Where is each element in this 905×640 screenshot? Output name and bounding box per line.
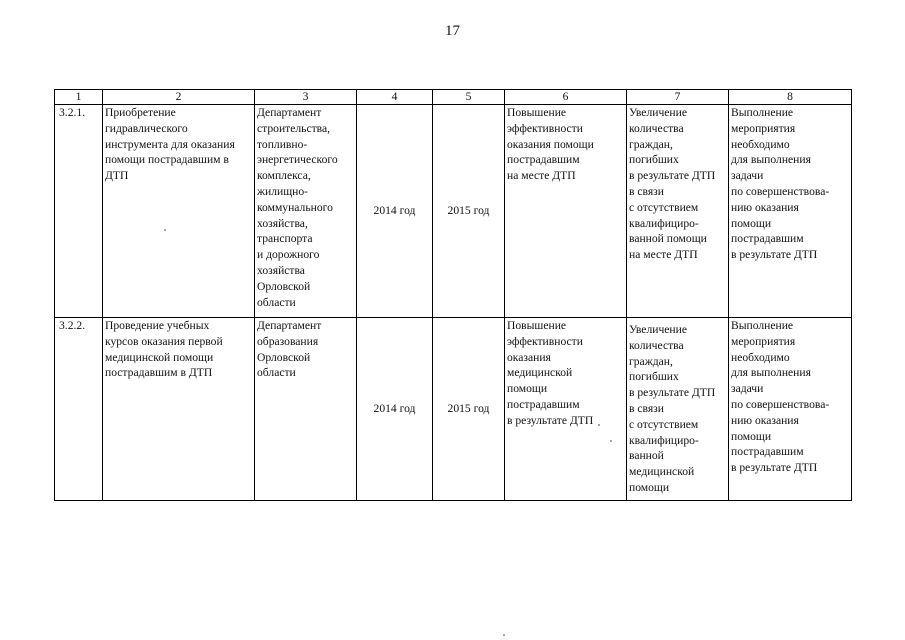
executor-cell <box>255 105 357 318</box>
activity-cell <box>103 318 255 501</box>
executor-text: Департамент строительства, топливно- энергетического комплекса, жилищно- коммунального хозяйства, транспорта и дорожного хозяйства Орловской области <box>257 106 338 309</box>
activity-text: Проведение учебных курсов оказания первой медицинской помощи пострадавшим в ДТП <box>105 319 223 380</box>
consequence-text: Увеличение количества граждан, погибших в результате ДТП в связи с отсутствием квалифициро- ванной помощи на месте ДТП <box>629 106 716 262</box>
start-cell <box>357 105 433 318</box>
col-header-2: 2 <box>103 90 255 105</box>
table-row <box>55 105 852 318</box>
start-year: 2014 год <box>373 204 416 218</box>
col-header-8: 8 <box>729 90 852 105</box>
link-cell <box>729 318 852 501</box>
consequence-cell <box>627 105 729 318</box>
executor-cell <box>255 318 357 501</box>
link-text: Выполнение мероприятия необходимо для выполнения задачи по совершенствова- нию оказания помощи пострадавшим в результате ДТП <box>731 319 830 475</box>
executor-text: Департамент образования Орловской области <box>257 319 322 380</box>
scan-speck <box>610 440 612 442</box>
result-cell <box>505 105 627 318</box>
header-row <box>55 90 852 105</box>
consequence-cell <box>627 318 729 501</box>
end-year: 2015 год <box>447 402 490 416</box>
end-cell <box>433 105 505 318</box>
col-header-1: 1 <box>55 90 103 105</box>
activity-text: Приобретение гидравлического инструмента для оказания помощи пострадавшим в ДТП <box>105 106 235 183</box>
result-text: Повышение эффективности оказания медицинской помощи пострадавшим в результате ДТП <box>507 319 594 427</box>
result-text: Повышение эффективности оказания помощи пострадавшим на месте ДТП <box>507 106 594 183</box>
row-number: 3.2.2. <box>59 319 86 332</box>
row-number-cell <box>55 318 103 501</box>
row-number-cell <box>55 105 103 318</box>
end-cell <box>433 318 505 501</box>
scan-speck <box>503 634 505 636</box>
program-activities-table <box>54 89 852 501</box>
page-number: 17 <box>445 23 460 39</box>
link-text: Выполнение мероприятия необходимо для выполнения задачи по совершенствова- нию оказания помощи пострадавшим в результате ДТП <box>731 106 830 262</box>
scan-speck <box>598 424 600 426</box>
row-number: 3.2.1. <box>59 106 86 119</box>
scan-speck <box>164 229 166 231</box>
start-cell <box>357 318 433 501</box>
col-header-3: 3 <box>255 90 357 105</box>
col-header-6: 6 <box>505 90 627 105</box>
activity-cell <box>103 105 255 318</box>
consequence-text: Увеличение количества граждан, погибших в результате ДТП в связи с отсутствием квалифициро- ванной медицинской помощи <box>629 323 716 494</box>
start-year: 2014 год <box>373 402 416 416</box>
end-year: 2015 год <box>447 204 490 218</box>
col-header-5: 5 <box>433 90 505 105</box>
result-cell <box>505 318 627 501</box>
col-header-4: 4 <box>357 90 433 105</box>
col-header-7: 7 <box>627 90 729 105</box>
link-cell <box>729 105 852 318</box>
table-row <box>55 318 852 501</box>
